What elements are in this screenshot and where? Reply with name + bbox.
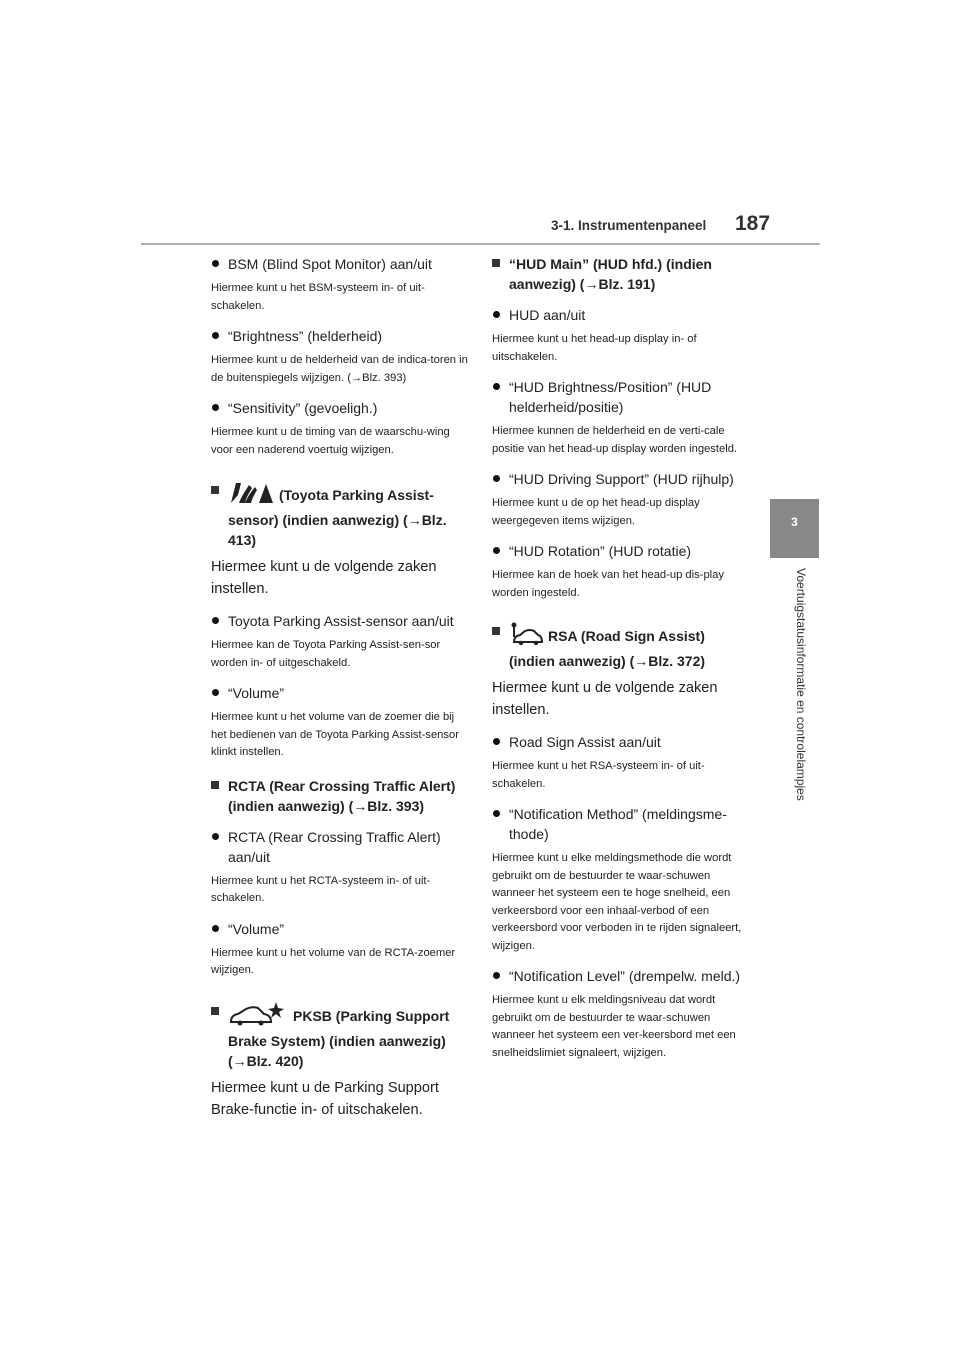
notification-method-item: “Notification Method” (meldingsme-thode) bbox=[492, 804, 750, 844]
tpa-heading-text: (Toyota Parking Assist-sensor) (indien aanwezig) (→Blz. 413) bbox=[228, 487, 447, 548]
rcta-description: Hiermee kunt u het RCTA-systeem in- of uit-schakelen. bbox=[211, 874, 431, 904]
rsa-body: Hiermee kunt u de volgende zaken instellen. bbox=[492, 680, 718, 718]
notification-level-description: Hiermee kunt u elk meldingsniveau dat wordt gebruikt om de bestuurder te waar-schuwen wanneer het systeem een ver-keersbord met een snelheidslimiet signaleert, wijzigen. bbox=[492, 994, 736, 1059]
notification-level-item: “Notification Level” (drempelw. meld.) bbox=[492, 966, 750, 986]
rsa-heading-text: RSA (Road Sign Assist) (indien aanwezig) (→Blz. 372) bbox=[509, 628, 706, 669]
rsa-heading bbox=[492, 622, 750, 671]
chapter-tab bbox=[770, 499, 819, 558]
sensitivity-item: “Sensitivity” (gevoeligh.) bbox=[211, 398, 469, 418]
hud-brightness-description: Hiermee kunnen de helderheid en de verti-cale positie van het head-up display worden ingesteld. bbox=[492, 425, 738, 455]
hud-rotation-description: Hiermee kan de hoek van het head-up dis-play worden ingesteld. bbox=[492, 569, 724, 599]
header-divider bbox=[141, 243, 820, 245]
hud-brightness-item: “HUD Brightness/Position” (HUD helderheid/positie) bbox=[492, 377, 750, 417]
brightness-item: “Brightness” (helderheid) bbox=[211, 326, 469, 346]
volume-description-2: Hiermee kunt u het volume van de RCTA-zoemer wijzigen. bbox=[211, 946, 456, 976]
chapter-title: Voertuigstatusinformatie en controlelampjes bbox=[794, 568, 808, 801]
tpa-item: Toyota Parking Assist-sensor aan/uit bbox=[211, 611, 469, 631]
pksb-heading bbox=[211, 1002, 469, 1071]
tpa-body: Hiermee kunt u de volgende zaken instellen. bbox=[211, 559, 437, 597]
hud-rotation-item: “HUD Rotation” (HUD rotatie) bbox=[492, 541, 750, 561]
rsa-description: Hiermee kunt u het RSA-systeem in- of uit-schakelen. bbox=[492, 760, 705, 790]
right-column bbox=[492, 254, 750, 1062]
volume-item-2: “Volume” bbox=[211, 919, 469, 939]
volume-description-1: Hiermee kunt u het volume van de zoemer die bij het bedienen van de Toyota Parking Assist-sensor klinkt instellen. bbox=[211, 711, 459, 758]
rcta-item: RCTA (Rear Crossing Traffic Alert) aan/uit bbox=[211, 827, 469, 867]
hud-driving-description: Hiermee kunt u de op het head-up display weergegeven items wijzigen. bbox=[492, 497, 700, 527]
volume-item-1: “Volume” bbox=[211, 683, 469, 703]
hud-driving-item: “HUD Driving Support” (HUD rijhulp) bbox=[492, 469, 750, 489]
parking-assist-icon bbox=[228, 481, 274, 510]
tpa-description: Hiermee kan de Toyota Parking Assist-sen-sor worden in- of uitgeschakeld. bbox=[211, 639, 441, 669]
hud-heading: “HUD Main” (HUD hfd.) (indien aanwezig) (→Blz. 191) bbox=[492, 254, 750, 294]
road-sign-assist-icon bbox=[509, 622, 543, 651]
hud-description: Hiermee kunt u het head-up display in- of uitschakelen. bbox=[492, 333, 697, 363]
bsm-description: Hiermee kunt u het BSM-systeem in- of uit-schakelen. bbox=[211, 282, 425, 312]
bsm-item: BSM (Blind Spot Monitor) aan/uit bbox=[211, 254, 469, 274]
notification-method-description: Hiermee kunt u elke meldingsmethode die wordt gebruikt om de bestuurder te waar-schuwen wanneer het systeem een te hoge snelheid, een verkeersbord voor een inhaal-verbod of een verkeersbord voor verboden in te rijden signaleert, wijzigen. bbox=[492, 852, 742, 952]
brightness-description: Hiermee kunt u de helderheid van de indica-toren in de buitenspiegels wijzigen. (→Blz. 393) bbox=[211, 354, 468, 384]
pksb-body: Hiermee kunt u de Parking Support Brake-functie in- of uitschakelen. bbox=[211, 1079, 439, 1118]
rsa-item: Road Sign Assist aan/uit bbox=[492, 732, 750, 752]
sensitivity-description: Hiermee kunt u de timing van de waarschu-wing voor een naderend voertuig wijzigen. bbox=[211, 426, 450, 456]
rcta-heading: RCTA (Rear Crossing Traffic Alert) (indien aanwezig) (→Blz. 393) bbox=[211, 776, 469, 816]
page-number: 187 bbox=[735, 212, 771, 235]
tpa-heading bbox=[211, 481, 469, 550]
pksb-icon bbox=[228, 1002, 288, 1031]
left-column bbox=[211, 254, 469, 1121]
section-title: 3-1. Instrumentenpaneel bbox=[551, 218, 707, 233]
hud-item: HUD aan/uit bbox=[492, 305, 750, 325]
chapter-number: 3 bbox=[791, 515, 798, 529]
pksb-heading-text: PKSB (Parking Support Brake System) (indien aanwezig) (→Blz. 420) bbox=[228, 1007, 450, 1069]
